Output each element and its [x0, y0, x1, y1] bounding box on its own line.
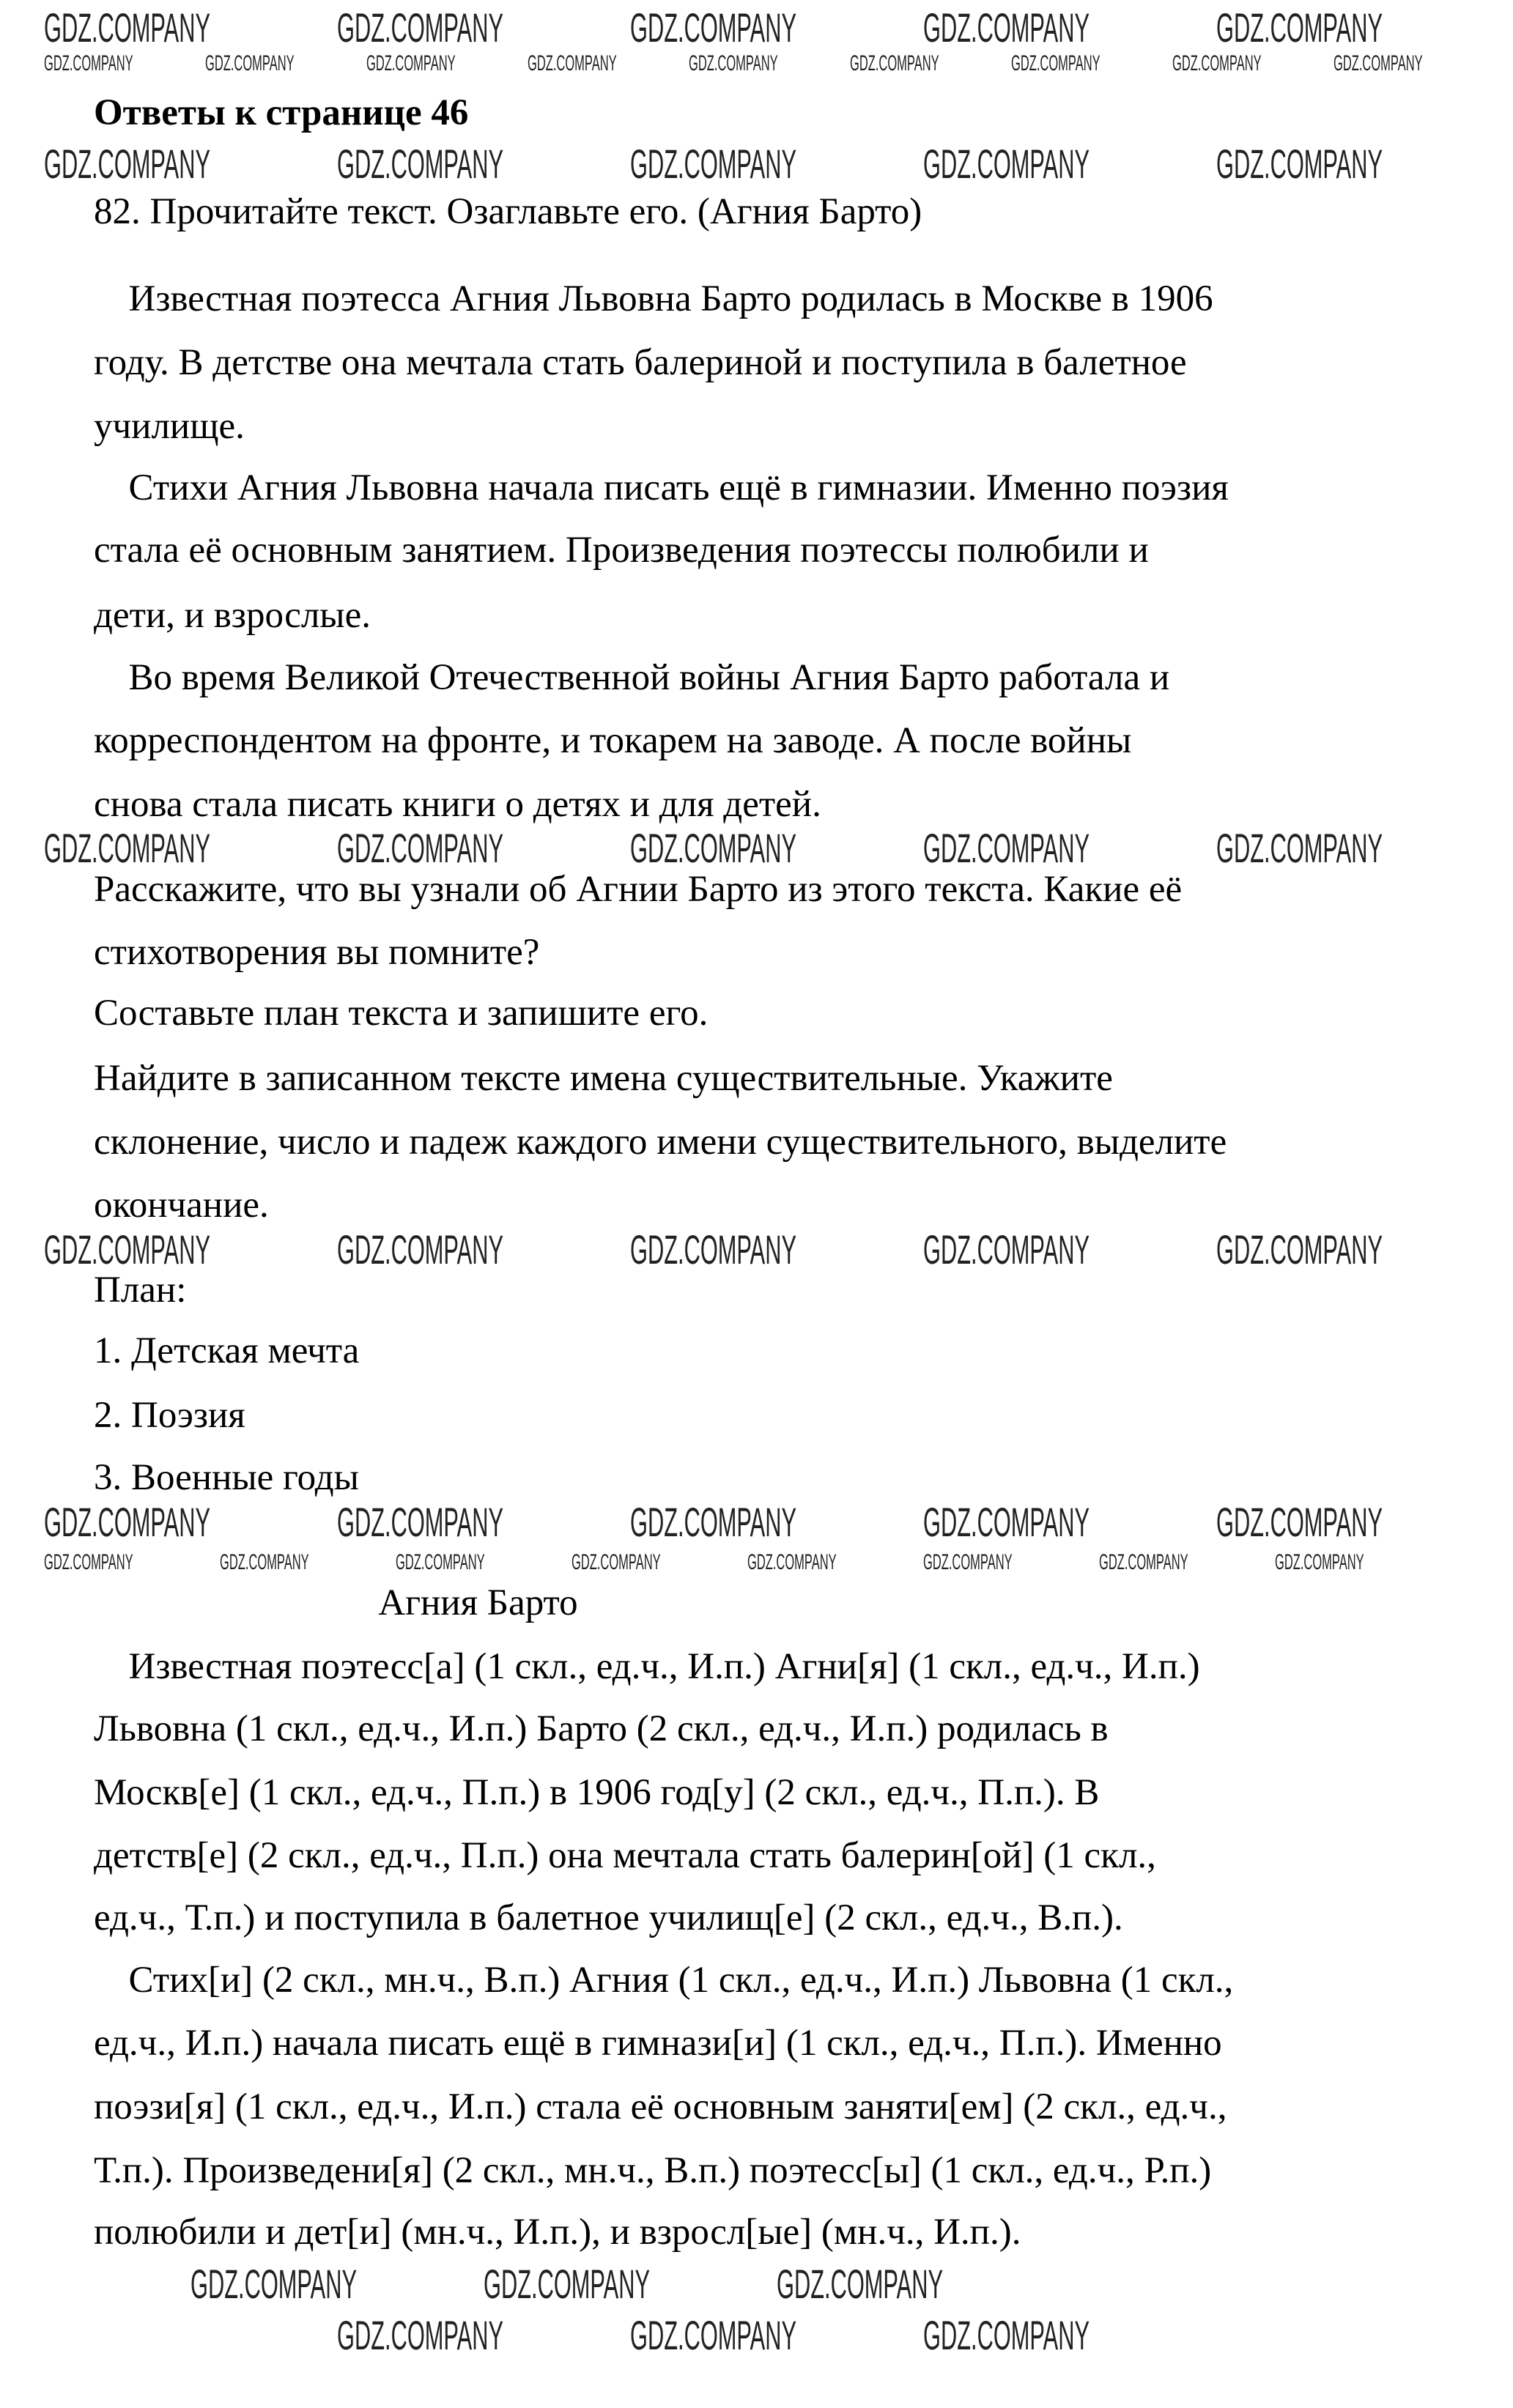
plan-item: 3. Военные годы — [94, 1457, 359, 1498]
plan-item: 1. Детская мечта — [94, 1330, 360, 1371]
answer-line: детств[е] (2 скл., ед.ч., П.п.) она мечтала стать балерин[ой] (1 скл., — [94, 1835, 1156, 1876]
watermark: GDZ.COMPANY — [630, 825, 797, 871]
watermark: GDZ.COMPANY — [220, 1550, 309, 1574]
watermark: GDZ.COMPANY — [337, 141, 504, 187]
watermark: GDZ.COMPANY — [689, 51, 778, 75]
watermark: GDZ.COMPANY — [44, 1499, 211, 1545]
watermark: GDZ.COMPANY — [850, 51, 939, 75]
watermark: GDZ.COMPANY — [1099, 1550, 1188, 1574]
text-line: училище. — [94, 406, 245, 447]
watermark: GDZ.COMPANY — [44, 51, 133, 75]
question-line: склонение, число и падеж каждого имени существительного, выделите — [94, 1122, 1227, 1163]
watermark: GDZ.COMPANY — [366, 51, 456, 75]
watermark: GDZ.COMPANY — [44, 1550, 133, 1574]
text-line: дети, и взрослые. — [94, 595, 371, 636]
watermark: GDZ.COMPANY — [923, 1499, 1090, 1545]
watermark: GDZ.COMPANY — [44, 141, 211, 187]
watermark: GDZ.COMPANY — [44, 825, 211, 871]
answer-line: поэзи[я] (1 скл., ед.ч., И.п.) стала её основным заняти[ем] (2 скл., ед.ч., — [94, 2086, 1227, 2127]
watermark: GDZ.COMPANY — [923, 825, 1090, 871]
answer-line: ед.ч., И.п.) начала писать ещё в гимнази[и] (1 скл., ед.ч., П.п.). Именно — [94, 2023, 1222, 2064]
watermark: GDZ.COMPANY — [1172, 51, 1262, 75]
watermark: GDZ.COMPANY — [1333, 51, 1423, 75]
question-line: стихотворения вы помните? — [94, 932, 540, 973]
watermark: GDZ.COMPANY — [190, 2261, 358, 2307]
watermark: GDZ.COMPANY — [1275, 1550, 1364, 1574]
text-line: Стихи Агния Львовна начала писать ещё в гимназии. Именно поэзия — [128, 467, 1229, 508]
plan-item: 2. Поэзия — [94, 1395, 245, 1436]
answer-line: Стих[и] (2 скл., мн.ч., В.п.) Агния (1 скл., ед.ч., И.п.) Львовна (1 скл., — [128, 1960, 1234, 2001]
watermark: GDZ.COMPANY — [571, 1550, 661, 1574]
question-line: Составьте план текста и запишите его. — [94, 993, 709, 1034]
watermark: GDZ.COMPANY — [44, 1226, 211, 1272]
watermark: GDZ.COMPANY — [630, 1499, 797, 1545]
text-line: стала её основным занятием. Произведения поэтессы полюбили и — [94, 530, 1149, 571]
text-line: году. В детстве она мечтала стать балериной и поступила в балетное — [94, 342, 1187, 383]
plan-label: План: — [94, 1270, 187, 1311]
watermark: GDZ.COMPANY — [1011, 51, 1100, 75]
watermark: GDZ.COMPANY — [747, 1550, 837, 1574]
watermark: GDZ.COMPANY — [337, 4, 504, 51]
text-line: Известная поэтесса Агния Львовна Барто родилась в Москве в 1906 — [128, 278, 1213, 319]
question-line: Найдите в записанном тексте имена существительные. Укажите — [94, 1058, 1113, 1099]
watermark: GDZ.COMPANY — [337, 825, 504, 871]
answer-line: Москв[е] (1 скл., ед.ч., П.п.) в 1906 год[у] (2 скл., ед.ч., П.п.). В — [94, 1772, 1100, 1813]
answer-line: Т.п.). Произведени[я] (2 скл., мн.ч., В.п.) поэтесс[ы] (1 скл., ед.ч., Р.п.) — [94, 2150, 1212, 2191]
watermark: GDZ.COMPANY — [1216, 141, 1383, 187]
watermark: GDZ.COMPANY — [484, 2261, 651, 2307]
watermark: GDZ.COMPANY — [205, 51, 295, 75]
watermark: GDZ.COMPANY — [337, 1226, 504, 1272]
watermark: GDZ.COMPANY — [630, 1226, 797, 1272]
question-line: Расскажите, что вы узнали об Агнии Барто из этого текста. Какие её — [94, 869, 1183, 910]
watermark: GDZ.COMPANY — [1216, 1226, 1383, 1272]
watermark: GDZ.COMPANY — [44, 4, 211, 51]
watermark: GDZ.COMPANY — [396, 1550, 485, 1574]
text-line: корреспондентом на фронте, и токарем на заводе. А после войны — [94, 720, 1132, 761]
watermark: GDZ.COMPANY — [923, 2312, 1090, 2358]
answer-line: Львовна (1 скл., ед.ч., И.п.) Барто (2 скл., ед.ч., И.п.) родилась в — [94, 1708, 1109, 1749]
watermark: GDZ.COMPANY — [777, 2261, 944, 2307]
watermark: GDZ.COMPANY — [528, 51, 617, 75]
text-line: Во время Великой Отечественной войны Агния Барто работала и — [128, 657, 1170, 698]
watermark: GDZ.COMPANY — [923, 141, 1090, 187]
question-line: окончание. — [94, 1185, 269, 1226]
watermark: GDZ.COMPANY — [1216, 4, 1383, 51]
watermark: GDZ.COMPANY — [1216, 1499, 1383, 1545]
task-title: 82. Прочитайте текст. Озаглавьте его. (Агния Барто) — [94, 191, 922, 232]
watermark: GDZ.COMPANY — [923, 1550, 1013, 1574]
watermark: GDZ.COMPANY — [630, 141, 797, 187]
answer-line: ед.ч., Т.п.) и поступила в балетное училищ[е] (2 скл., ед.ч., В.п.). — [94, 1897, 1123, 1938]
watermark: GDZ.COMPANY — [923, 4, 1090, 51]
watermark: GDZ.COMPANY — [923, 1226, 1090, 1272]
answer-title: Агния Барто — [378, 1582, 578, 1623]
answer-line: Известная поэтесс[а] (1 скл., ед.ч., И.п.) Агни[я] (1 скл., ед.ч., И.п.) — [128, 1646, 1200, 1687]
watermark: GDZ.COMPANY — [630, 2312, 797, 2358]
answer-line: полюбили и дет[и] (мн.ч., И.п.), и взросл[ые] (мн.ч., И.п.). — [94, 2212, 1021, 2253]
watermark: GDZ.COMPANY — [630, 4, 797, 51]
watermark: GDZ.COMPANY — [337, 1499, 504, 1545]
watermark: GDZ.COMPANY — [1216, 825, 1383, 871]
watermark: GDZ.COMPANY — [337, 2312, 504, 2358]
page-heading: Ответы к странице 46 — [94, 92, 469, 133]
text-line: снова стала писать книги о детях и для детей. — [94, 784, 821, 825]
